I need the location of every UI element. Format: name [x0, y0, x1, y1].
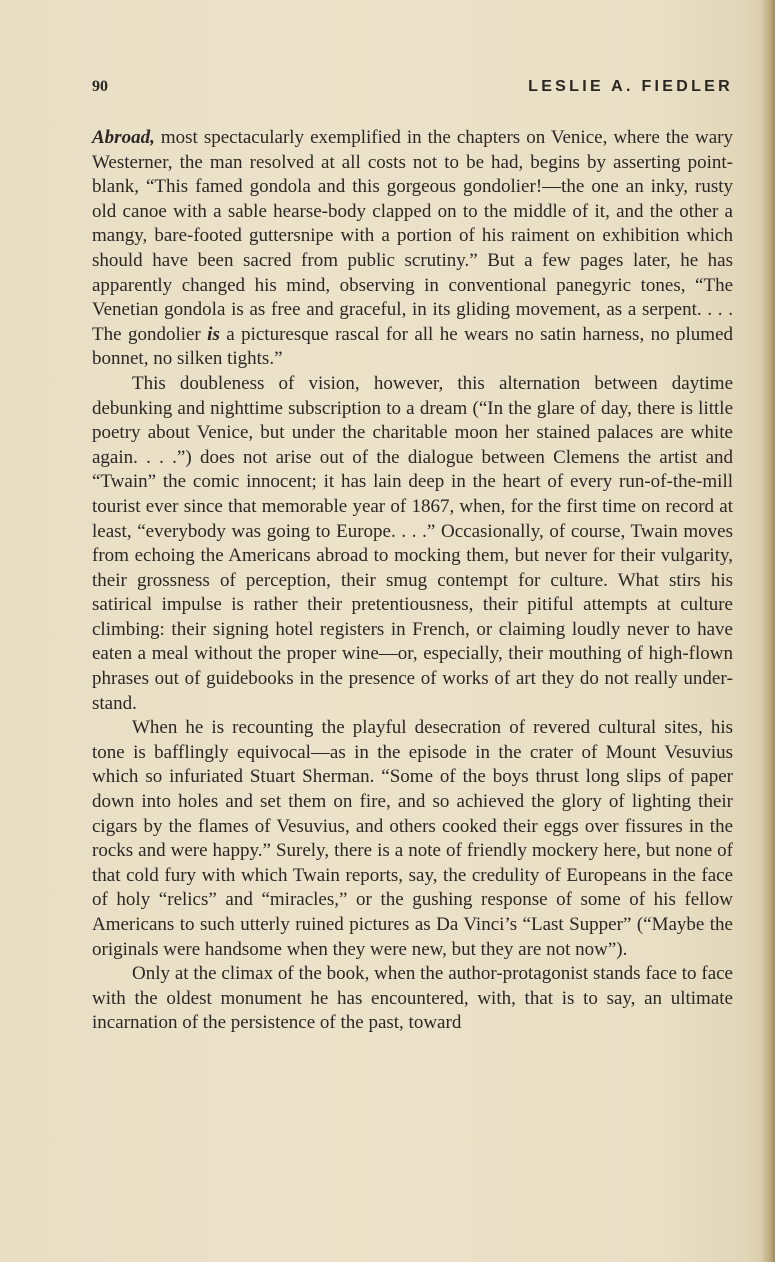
italic-emphasis-is: is — [207, 323, 220, 345]
paragraph-2: This doubleness of vision, however, this alternation between daytime debunking and nighttime subscription to a dream (“In the glare of day, there is little poetry about Venice, but under the charitable moon her stained palaces are white again. . . .”) does not arise out of the dialogue between Clemens the artist and “Twain” the comic innocent; it has lain deep in the heart of every run-of-the-mill tourist ever since that memorable year of 1867, when, for the first time on record at least, “everybody was going to Europe. . . .” Occasionally, of course, Twain moves from echoing the Americans abroad to mocking them, but never for their vulgarity, their grossness of perception, their smug contempt for culture. What stirs his satirical impulse is rather their pretentiousness, their pitiful attempts at culture climbing: their signing hotel registers in French, or claiming loudly never to have eaten a meal without the proper wine—or, especially, their mouthing of high-flown phrases out of guidebooks in the presence of works of art they do not really understand. — [92, 372, 733, 714]
running-head-author: LESLIE A. FIEDLER — [528, 78, 733, 95]
paragraph-4: Only at the climax of the book, when the author-protagonist stands face to face with the oldest monument he has encountered, with, that is to say, an ultimate incarnation of the persistence of the past, toward — [92, 963, 733, 1034]
page-header — [92, 78, 733, 102]
paragraph-1 — [92, 126, 733, 372]
paragraph-1-text: most spectacularly exemplified in the chapters on Venice, where the wary Westerner, the man resolved at all costs not to be had, begins by asserting point-blank, “This famed gondola and this gorgeous gondolier!—the one an inky, rusty old canoe with a sable hearse-body clapped on to the middle of it, and the other a mangy, bare-footed guttersnipe with a portion of his raiment on exhibition which should have been sacred from public scrutiny.” But a few pages later, he has apparently changed his mind, observing in conventional panegyric tones, “The Venetian gondola is as free and graceful, in its gliding movement, as a serpent. . . . The gondolier — [92, 127, 733, 345]
page-number: 90 — [92, 78, 108, 95]
paragraph-3: When he is recounting the playful desecration of revered cultural sites, his tone is bafflingly equivocal—as in the episode in the crater of Mount Vesuvius which so infuriated Stuart Sherman. “Some of the boys thrust long slips of paper down into holes and set them on fire, and so achieved the glory of lighting their cigars by the flames of Vesuvius, and others cooked their eggs over fissures in the rocks and were happy.” Surely, there is a note of friendly mockery here, but none of that cold fury with which Twain reports, say, the credulity of Europeans in the face of holy “relics” and “miracles,” or the gushing response of some of his fellow Americans to such utterly ruined pictures as Da Vinci’s “Last Supper” (“Maybe the originals were handsome when they were new, but they are not now”). — [92, 717, 733, 960]
italic-title-abroad: Abroad, — [92, 127, 155, 148]
body-text — [92, 126, 733, 1036]
paragraph-1-text-end: a picturesque rascal for all he wears no satin harness, no plumed bonnet, no silken tights.” — [92, 323, 733, 370]
page-edge-shadow — [761, 0, 775, 1262]
